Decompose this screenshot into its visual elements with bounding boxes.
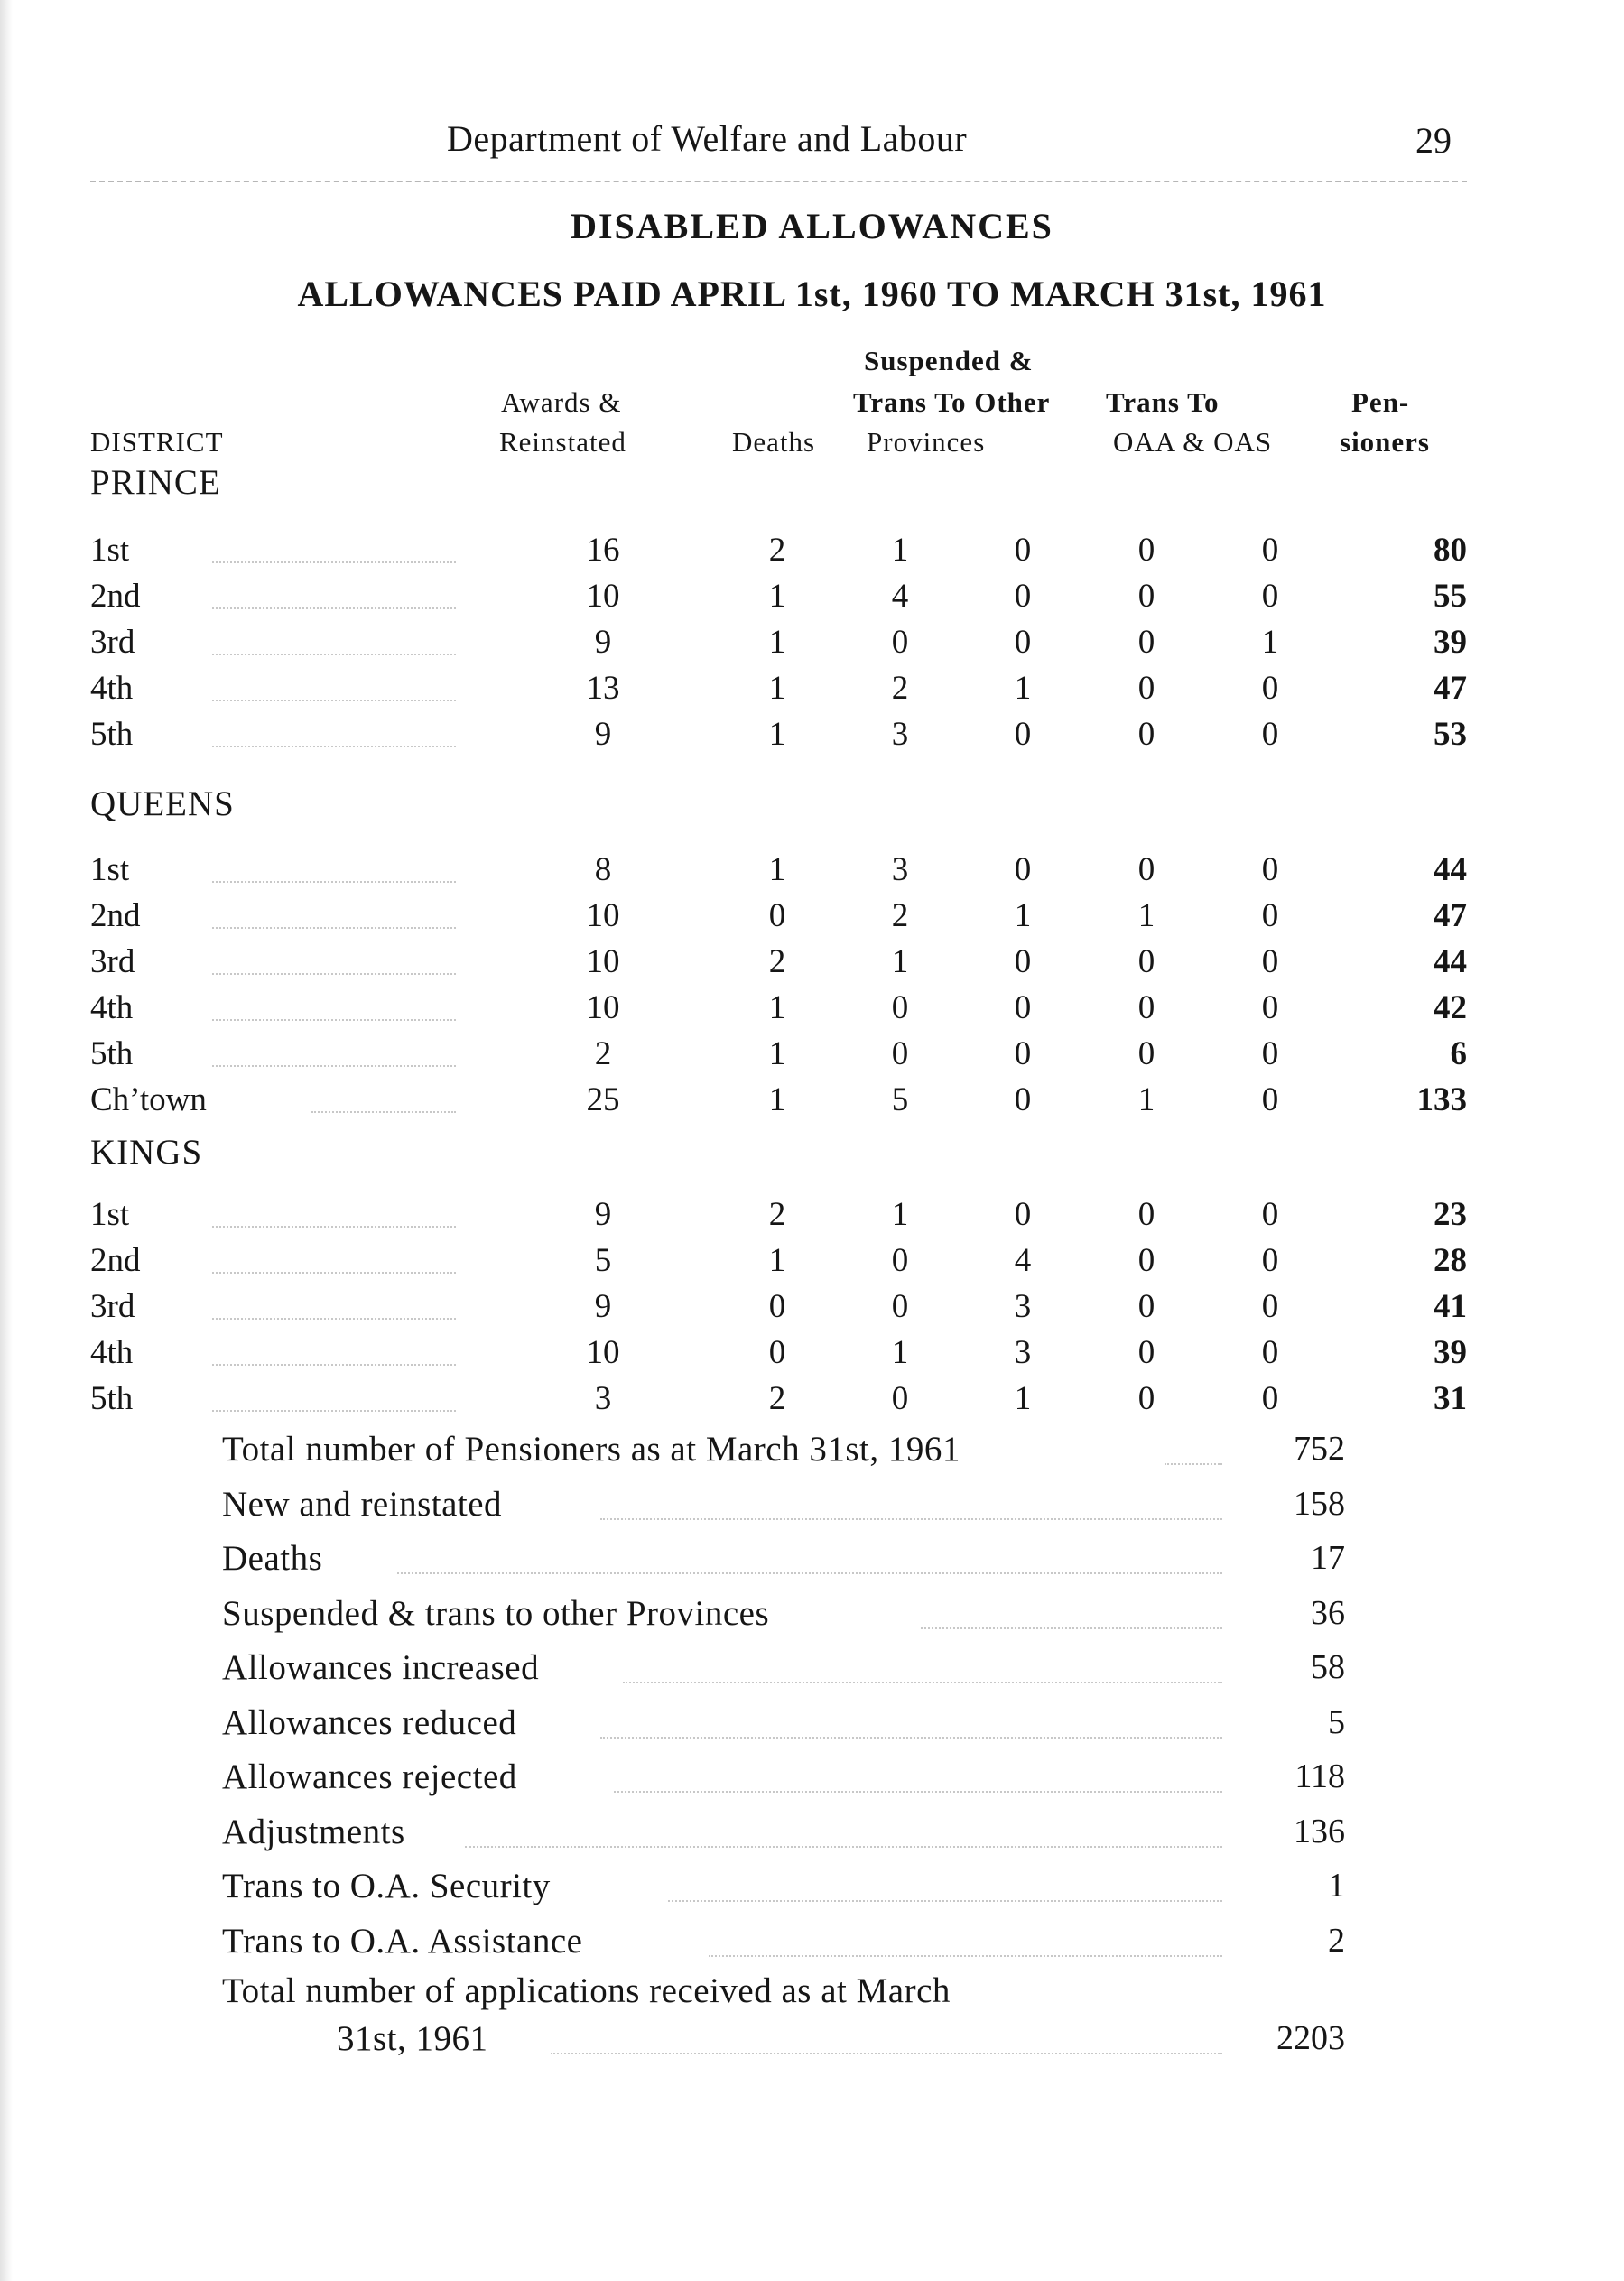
table-cell: 0: [768, 897, 786, 934]
table-cell: 0: [891, 624, 909, 661]
table-cell: 133: [1416, 1081, 1467, 1118]
dot-leader: [709, 1955, 1222, 1957]
summary-value: 752: [1294, 1430, 1345, 1468]
table-cell: 1: [1261, 624, 1279, 661]
dot-leader: [1165, 1463, 1222, 1465]
col-awards-line2: Reinstated: [499, 426, 626, 458]
col-pensioners-line1: Pen-: [1351, 386, 1410, 418]
table-cell: 0: [1014, 624, 1032, 661]
dot-leader: [212, 654, 456, 655]
table-row: [0, 896, 1624, 941]
dot-leader: [212, 746, 456, 747]
table-cell: 0: [1261, 1242, 1279, 1279]
table-cell: 0: [1261, 670, 1279, 707]
table-cell: 9: [594, 624, 612, 661]
district-label: 3rd: [90, 1288, 135, 1325]
table-cell: 0: [1137, 670, 1155, 707]
table-cell: 1: [768, 851, 786, 888]
col-trans-line1: Trans To: [1106, 386, 1220, 418]
table-row: [0, 942, 1624, 988]
summary-value: 58: [1311, 1648, 1345, 1686]
summary-row: [0, 1647, 1624, 1697]
table-cell: 0: [1137, 1288, 1155, 1325]
table-cell: 1: [891, 943, 909, 980]
table-cell: 0: [891, 989, 909, 1026]
table-cell: 4: [891, 578, 909, 615]
summary-label: Suspended & trans to other Provinces: [222, 1594, 770, 1633]
district-label: 1st: [90, 851, 130, 888]
table-cell: 0: [1261, 578, 1279, 615]
summary-label: Allowances rejected: [222, 1757, 517, 1796]
summary-row: [0, 1921, 1624, 1970]
table-cell: 3: [1014, 1288, 1032, 1325]
table-cell: 1: [1014, 1380, 1032, 1417]
table-cell: 2: [768, 532, 786, 569]
summary-last-line1: Total number of applications received as at March: [222, 1971, 951, 2010]
dot-leader: [212, 1318, 456, 1320]
table-cell: 0: [891, 1035, 909, 1072]
table-cell: 9: [594, 1196, 612, 1233]
district-label: 3rd: [90, 624, 135, 661]
district-label: 2nd: [90, 1242, 141, 1279]
table-cell: 0: [1261, 1081, 1279, 1118]
table-cell: 5: [891, 1081, 909, 1118]
table-cell: 0: [1137, 1242, 1155, 1279]
district-label: 1st: [90, 532, 130, 569]
table-cell: 80: [1434, 532, 1467, 569]
table-cell: 13: [586, 670, 620, 707]
table-cell: 10: [586, 897, 620, 934]
table-cell: 1: [891, 532, 909, 569]
section-heading: PRINCE: [90, 463, 221, 502]
page-number: 29: [1415, 120, 1452, 161]
dot-leader: [600, 1518, 1222, 1520]
dot-leader: [311, 1111, 456, 1113]
table-cell: 55: [1434, 578, 1467, 615]
table-cell: 0: [1261, 851, 1279, 888]
table-row: [0, 715, 1624, 760]
dot-leader: [212, 1019, 456, 1021]
table-cell: 1: [768, 716, 786, 753]
dot-leader: [465, 1846, 1222, 1848]
col-suspended-line3: Provinces: [867, 426, 986, 458]
table-cell: 1: [768, 1242, 786, 1279]
running-head: Department of Welfare and Labour: [447, 118, 968, 159]
table-cell: 0: [1014, 578, 1032, 615]
table-cell: 0: [891, 1288, 909, 1325]
table-cell: 16: [586, 532, 620, 569]
district-label: 2nd: [90, 897, 141, 934]
district-label: 3rd: [90, 943, 135, 980]
table-cell: 1: [1014, 670, 1032, 707]
table-cell: 0: [1014, 1081, 1032, 1118]
summary-row: [0, 1702, 1624, 1752]
col-suspended-line1: Suspended &: [864, 345, 1034, 376]
table-cell: 1: [768, 624, 786, 661]
summary-value: 1: [1328, 1867, 1345, 1905]
table-cell: 0: [1261, 943, 1279, 980]
summary-value: 17: [1311, 1539, 1345, 1577]
table-cell: 1: [768, 578, 786, 615]
district-label: 5th: [90, 1035, 134, 1072]
dot-leader: [212, 561, 456, 563]
table-cell: 2: [594, 1035, 612, 1072]
table-cell: 0: [891, 1242, 909, 1279]
summary-value: 118: [1295, 1757, 1345, 1795]
summary-label: Deaths: [222, 1539, 323, 1578]
table-cell: 0: [891, 1380, 909, 1417]
dot-leader: [668, 1900, 1222, 1902]
table-cell: 9: [594, 716, 612, 753]
table-cell: 0: [1137, 578, 1155, 615]
table-cell: 1: [768, 1035, 786, 1072]
district-label: 1st: [90, 1196, 130, 1233]
table-row: [0, 1379, 1624, 1424]
dot-leader: [614, 1791, 1222, 1793]
table-cell: 0: [1137, 1380, 1155, 1417]
section-heading: KINGS: [90, 1133, 203, 1172]
district-label: 4th: [90, 1334, 134, 1371]
table-subtitle: ALLOWANCES PAID APRIL 1st, 1960 TO MARCH 31st, 1961: [297, 274, 1327, 314]
table-cell: 0: [1137, 624, 1155, 661]
summary-row: [0, 2018, 1624, 2068]
table-cell: 39: [1434, 624, 1467, 661]
table-cell: 0: [1014, 1196, 1032, 1233]
table-cell: 0: [1261, 1288, 1279, 1325]
table-cell: 0: [1261, 532, 1279, 569]
dot-leader: [212, 927, 456, 929]
summary-label: New and reinstated: [222, 1485, 503, 1524]
table-cell: 1: [1137, 1081, 1155, 1118]
col-trans-line2: OAA & OAS: [1113, 426, 1273, 458]
table-row: [0, 577, 1624, 622]
table-cell: 2: [891, 897, 909, 934]
table-row: [0, 1287, 1624, 1332]
table-cell: 3: [891, 851, 909, 888]
col-district: DISTRICT: [90, 426, 224, 458]
table-cell: 0: [1261, 1334, 1279, 1371]
table-cell: 0: [1137, 532, 1155, 569]
table-cell: 28: [1434, 1242, 1467, 1279]
dot-leader: [397, 1572, 1222, 1574]
dot-leader: [600, 1737, 1222, 1739]
summary-row: [0, 1757, 1624, 1806]
table-cell: 1: [1014, 897, 1032, 934]
table-cell: 42: [1434, 989, 1467, 1026]
table-cell: 5: [594, 1242, 612, 1279]
table-row: [0, 531, 1624, 576]
table-row: [0, 1080, 1624, 1126]
district-label: 4th: [90, 670, 134, 707]
table-cell: 0: [768, 1334, 786, 1371]
table-cell: 0: [1137, 989, 1155, 1026]
table-cell: 0: [1137, 716, 1155, 753]
summary-row: [0, 1593, 1624, 1643]
table-cell: 9: [594, 1288, 612, 1325]
dot-leader: [212, 881, 456, 883]
col-pensioners-line2: sioners: [1340, 426, 1430, 458]
summary-label: Trans to O.A. Security: [222, 1867, 551, 1905]
summary-value: 136: [1294, 1813, 1345, 1850]
table-cell: 0: [1261, 1196, 1279, 1233]
table-cell: 3: [1014, 1334, 1032, 1371]
table-cell: 0: [1014, 989, 1032, 1026]
table-cell: 53: [1434, 716, 1467, 753]
summary-label: Trans to O.A. Assistance: [222, 1922, 583, 1961]
table-cell: 0: [768, 1288, 786, 1325]
table-cell: 44: [1434, 943, 1467, 980]
table-cell: 0: [1014, 716, 1032, 753]
dot-leader: [212, 1226, 456, 1228]
table-cell: 0: [1137, 851, 1155, 888]
table-cell: 0: [1261, 1035, 1279, 1072]
col-awards-line1: Awards &: [501, 386, 622, 418]
table-cell: 0: [1261, 897, 1279, 934]
dot-leader: [212, 1410, 456, 1412]
summary-value: 2203: [1276, 2019, 1345, 2057]
table-cell: 0: [1261, 989, 1279, 1026]
table-cell: 8: [594, 851, 612, 888]
dot-leader: [212, 607, 456, 609]
table-cell: 39: [1434, 1334, 1467, 1371]
table-cell: 3: [891, 716, 909, 753]
summary-row: [0, 1484, 1624, 1534]
table-cell: 41: [1434, 1288, 1467, 1325]
table-cell: 10: [586, 1334, 620, 1371]
summary-value: 5: [1328, 1703, 1345, 1741]
table-cell: 47: [1434, 897, 1467, 934]
table-row: [0, 850, 1624, 895]
dot-leader: [212, 1272, 456, 1274]
district-label: 5th: [90, 716, 134, 753]
table-row: [0, 988, 1624, 1034]
table-cell: 1: [768, 1081, 786, 1118]
col-deaths: Deaths: [732, 426, 816, 458]
table-row: [0, 669, 1624, 714]
table-cell: 0: [1014, 1035, 1032, 1072]
dot-leader: [623, 1682, 1222, 1683]
summary-label: Allowances reduced: [222, 1703, 517, 1742]
table-cell: 2: [891, 670, 909, 707]
table-cell: 4: [1014, 1242, 1032, 1279]
summary-value: 36: [1311, 1594, 1345, 1632]
dot-leader: [551, 2053, 1222, 2054]
dot-leader: [212, 1364, 456, 1366]
table-cell: 1: [1137, 897, 1155, 934]
table-row: [0, 623, 1624, 668]
summary-row: [0, 1538, 1624, 1588]
summary-value: 158: [1294, 1485, 1345, 1523]
district-label: 4th: [90, 989, 134, 1026]
summary-label: Adjustments: [222, 1813, 405, 1851]
table-row: [0, 1333, 1624, 1378]
dot-leader: [212, 973, 456, 975]
table-cell: 23: [1434, 1196, 1467, 1233]
table-row: [0, 1195, 1624, 1240]
dot-leader: [921, 1627, 1222, 1629]
summary-label: Total number of Pensioners as at March 31st, 1961: [222, 1430, 960, 1469]
table-cell: 0: [1137, 1035, 1155, 1072]
table-cell: 1: [768, 670, 786, 707]
table-cell: 2: [768, 1196, 786, 1233]
table-title: DISABLED ALLOWANCES: [571, 206, 1053, 246]
table-cell: 2: [768, 943, 786, 980]
table-cell: 25: [586, 1081, 620, 1118]
table-cell: 44: [1434, 851, 1467, 888]
dot-leader: [212, 1065, 456, 1067]
table-row: [0, 1241, 1624, 1286]
table-cell: 10: [586, 943, 620, 980]
table-cell: 1: [768, 989, 786, 1026]
table-cell: 0: [1261, 1380, 1279, 1417]
summary-value: 2: [1328, 1922, 1345, 1960]
district-label: Ch’town: [90, 1081, 207, 1118]
table-cell: 1: [891, 1196, 909, 1233]
table-cell: 0: [1261, 716, 1279, 753]
district-label: 2nd: [90, 578, 141, 615]
summary-row: [0, 1429, 1624, 1479]
district-label: 5th: [90, 1380, 134, 1417]
table-cell: 3: [594, 1380, 612, 1417]
table-cell: 10: [586, 578, 620, 615]
table-cell: 0: [1014, 943, 1032, 980]
table-cell: 0: [1137, 1334, 1155, 1371]
table-cell: 0: [1137, 1196, 1155, 1233]
table-cell: 10: [586, 989, 620, 1026]
dot-leader: [212, 700, 456, 701]
summary-last-line2: 31st, 1961: [337, 2019, 488, 2058]
table-cell: 0: [1137, 943, 1155, 980]
table-cell: 1: [891, 1334, 909, 1371]
table-cell: 6: [1450, 1035, 1467, 1072]
table-cell: 2: [768, 1380, 786, 1417]
summary-label: Allowances increased: [222, 1648, 540, 1687]
summary-row: [0, 1812, 1624, 1861]
summary-row: [0, 1866, 1624, 1915]
table-row: [0, 1034, 1624, 1080]
col-suspended-line2: Trans To Other: [853, 386, 1051, 418]
section-heading: QUEENS: [90, 784, 235, 823]
table-cell: 47: [1434, 670, 1467, 707]
table-cell: 0: [1014, 532, 1032, 569]
header-rule: [90, 181, 1467, 182]
table-cell: 31: [1434, 1380, 1467, 1417]
table-cell: 0: [1014, 851, 1032, 888]
